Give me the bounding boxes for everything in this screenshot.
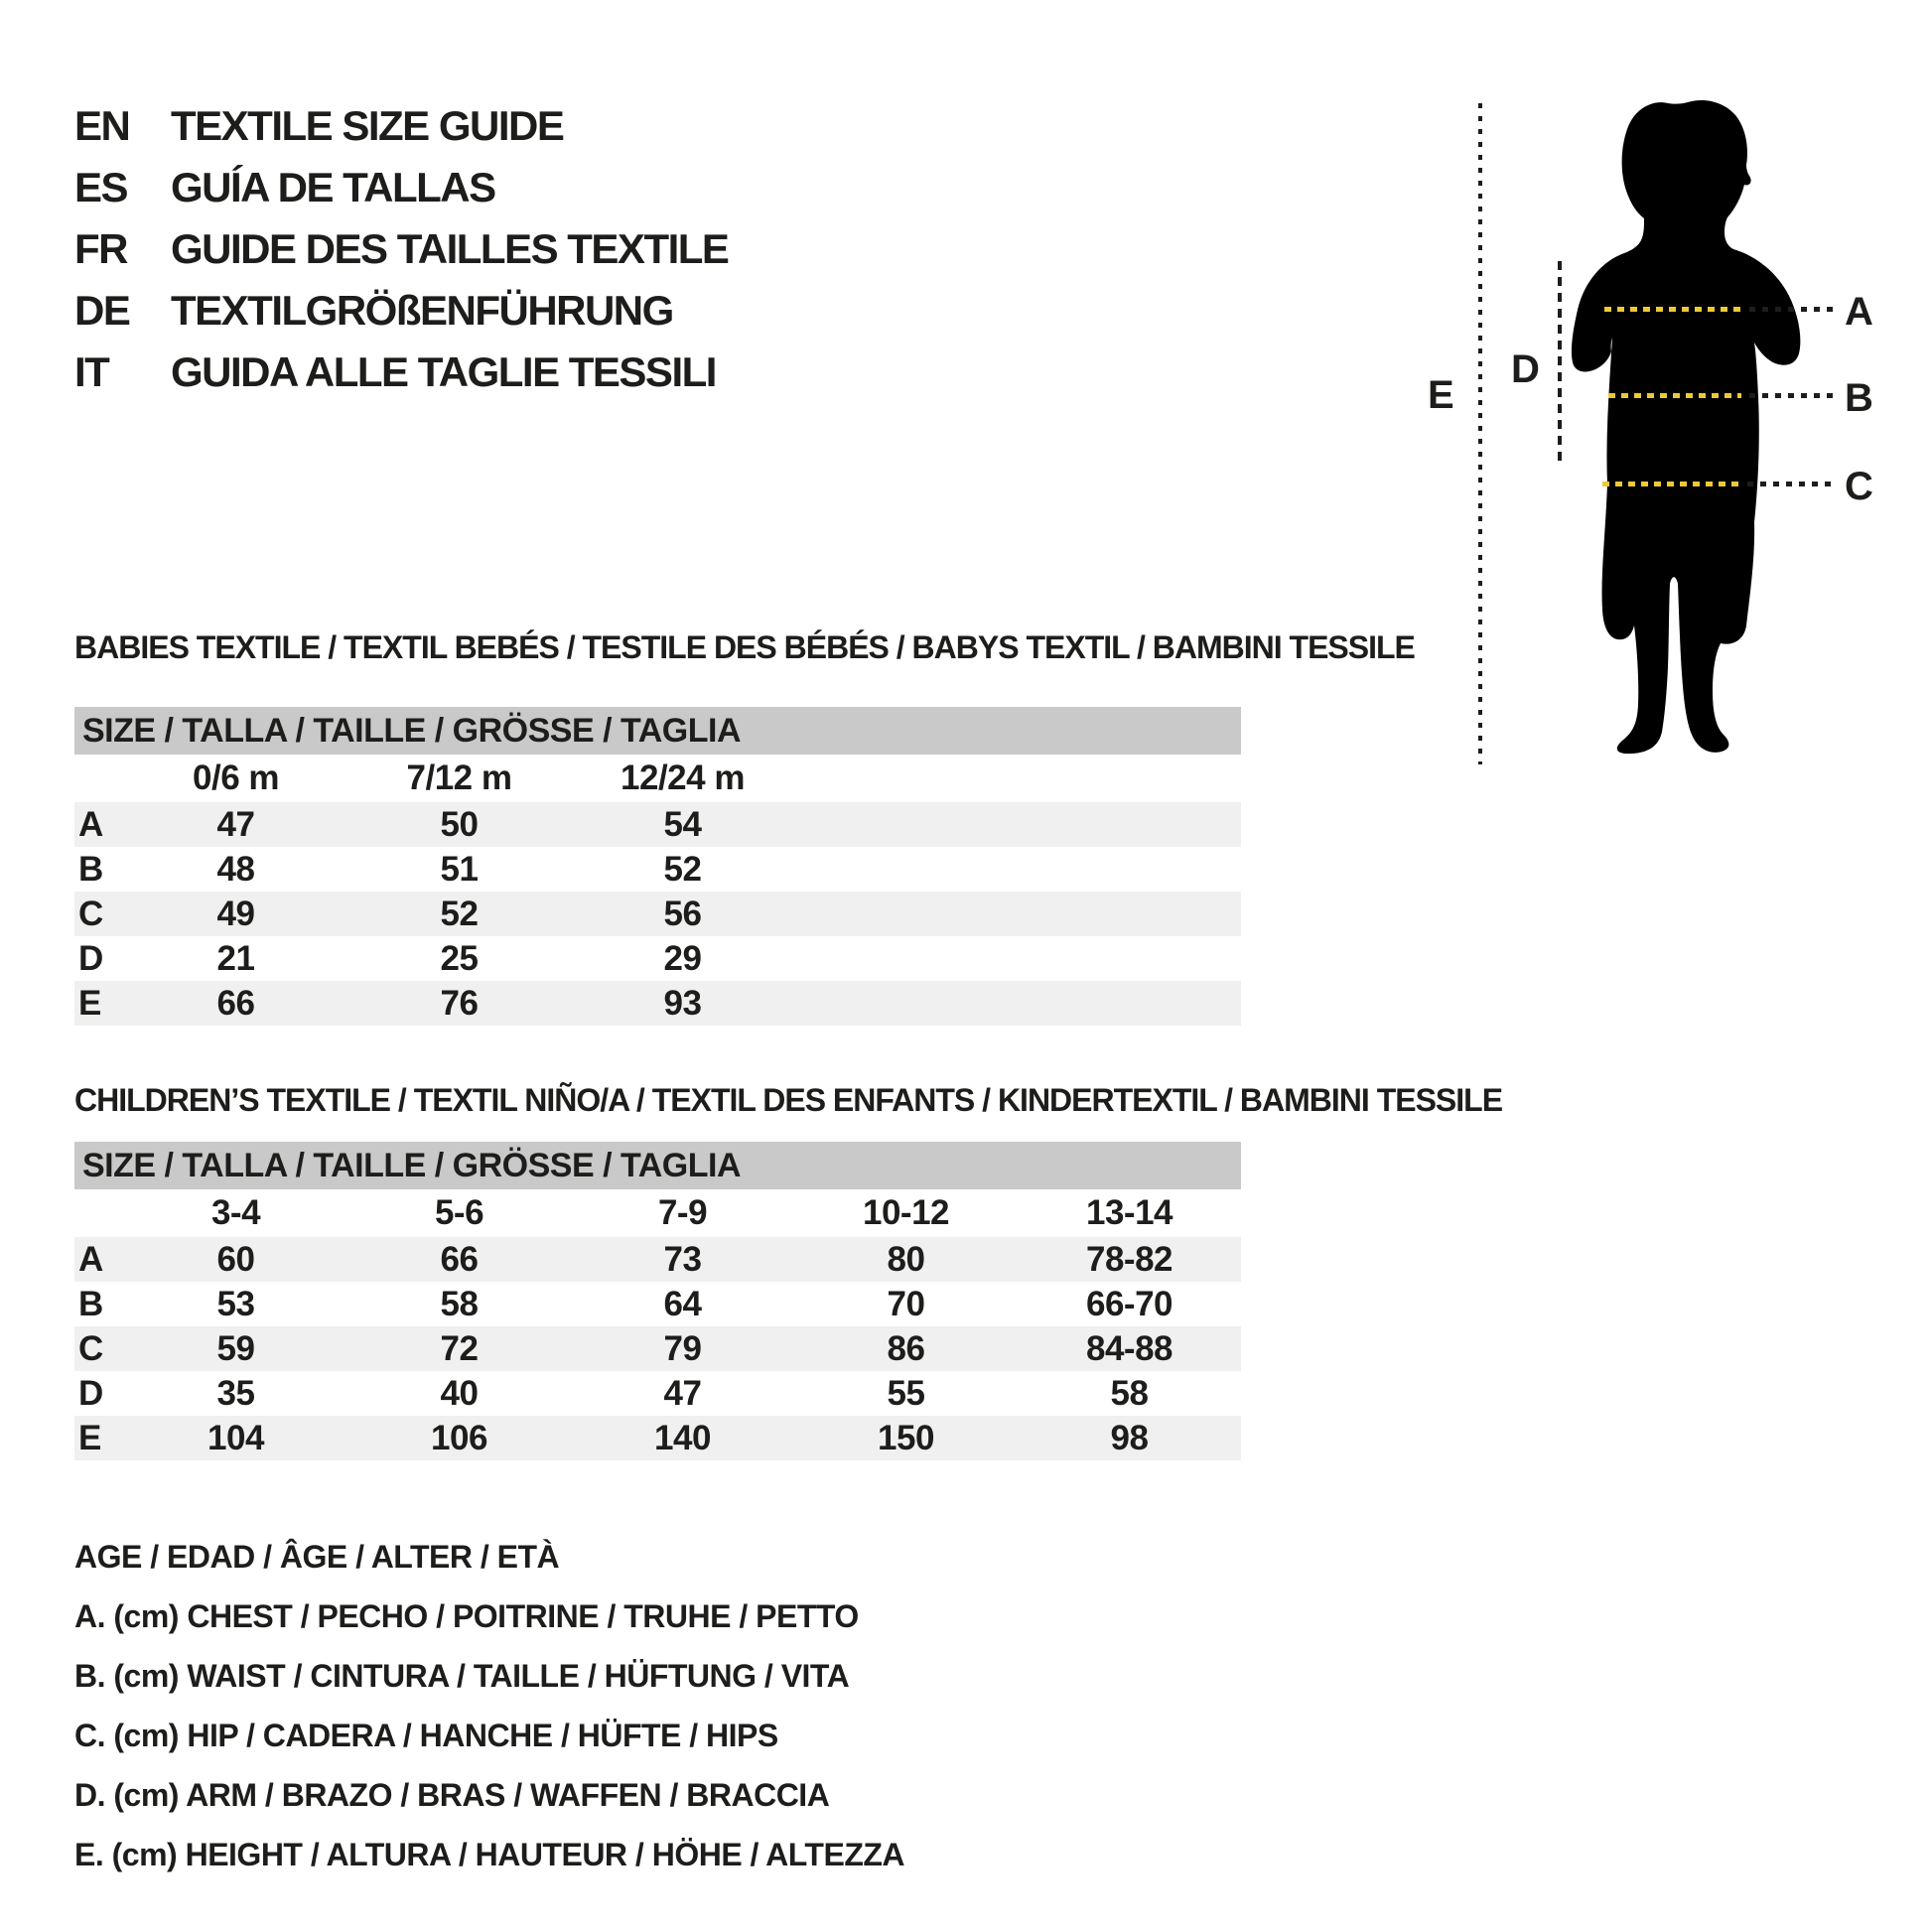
table-cell: 76 bbox=[440, 983, 479, 1023]
table-cell: 140 bbox=[654, 1418, 711, 1457]
babies-age-header-row bbox=[74, 755, 1241, 802]
table-cell: 72 bbox=[440, 1328, 479, 1368]
row-label: D bbox=[78, 938, 103, 978]
row-label: B bbox=[78, 1284, 103, 1323]
children-section-title: CHILDREN’S TEXTILE / TEXTIL NIÑO/A / TEXTIL DES ENFANTS / KINDERTEXTIL / BAMBINI TESSILE bbox=[74, 1082, 1503, 1118]
table-cell: 49 bbox=[216, 894, 255, 933]
language-code: FR bbox=[74, 225, 127, 272]
table-row bbox=[74, 981, 1241, 1026]
table-cell: 53 bbox=[216, 1284, 255, 1323]
hip-measure-extension-c bbox=[1747, 482, 1833, 486]
table-cell: 98 bbox=[1110, 1418, 1149, 1457]
table-row bbox=[74, 1371, 1241, 1416]
table-row bbox=[74, 1326, 1241, 1371]
table-cell: 86 bbox=[887, 1328, 925, 1368]
waist-measure-extension-b bbox=[1749, 393, 1833, 398]
table-cell: 29 bbox=[663, 938, 702, 978]
legend-item-arm: D. (cm) ARM / BRAZO / BRAS / WAFFEN / BRACCIA bbox=[74, 1777, 830, 1813]
legend-item-chest: A. (cm) CHEST / PECHO / POITRINE / TRUHE / PETTO bbox=[74, 1598, 859, 1634]
legend-item-height: E. (cm) HEIGHT / ALTURA / HAUTEUR / HÖHE / ALTEZZA bbox=[74, 1837, 905, 1872]
age-column-header: 13-14 bbox=[1085, 1193, 1173, 1232]
language-title: GUÍA DE TALLAS bbox=[171, 164, 495, 210]
table-cell: 93 bbox=[663, 983, 702, 1023]
legend-item-hip: C. (cm) HIP / CADERA / HANCHE / HÜFTE / HIPS bbox=[74, 1718, 778, 1753]
table-cell: 104 bbox=[207, 1418, 264, 1457]
language-code: ES bbox=[74, 164, 128, 210]
table-row bbox=[74, 1237, 1241, 1282]
table-cell: 50 bbox=[440, 804, 479, 844]
table-cell: 66 bbox=[440, 1239, 479, 1279]
height-measure-line-e bbox=[1478, 103, 1482, 764]
children-size-table bbox=[74, 1189, 1241, 1460]
table-cell: 52 bbox=[663, 849, 702, 889]
row-label: A bbox=[78, 1239, 103, 1279]
table-cell: 80 bbox=[887, 1239, 925, 1279]
table-cell: 25 bbox=[440, 938, 479, 978]
row-label: C bbox=[78, 894, 103, 933]
table-cell: 21 bbox=[216, 938, 255, 978]
table-cell: 150 bbox=[878, 1418, 934, 1457]
language-code: IT bbox=[74, 348, 109, 395]
table-row bbox=[74, 802, 1241, 847]
table-cell: 52 bbox=[440, 894, 479, 933]
language-row bbox=[74, 280, 728, 342]
table-cell: 84-88 bbox=[1085, 1328, 1173, 1368]
row-label: B bbox=[78, 849, 103, 889]
age-column-header: 7/12 m bbox=[406, 759, 512, 797]
row-label: C bbox=[78, 1328, 103, 1368]
table-cell: 54 bbox=[663, 804, 702, 844]
language-title: GUIDA ALLE TAGLIE TESSILI bbox=[171, 348, 716, 395]
language-code: DE bbox=[74, 287, 130, 334]
language-title: TEXTILGRÖßENFÜHRUNG bbox=[171, 287, 673, 334]
age-column-header: 12/24 m bbox=[621, 759, 745, 797]
row-label: A bbox=[78, 804, 103, 844]
table-cell: 47 bbox=[216, 804, 255, 844]
arm-measure-line-d bbox=[1558, 261, 1562, 468]
table-cell: 59 bbox=[216, 1328, 255, 1368]
table-cell: 48 bbox=[216, 849, 255, 889]
age-column-header: 0/6 m bbox=[193, 759, 279, 797]
language-title: TEXTILE SIZE GUIDE bbox=[171, 102, 564, 149]
legend-age-line: AGE / EDAD / ÂGE / ALTER / ETÀ bbox=[74, 1539, 560, 1575]
row-label: E bbox=[78, 983, 101, 1023]
babies-size-table bbox=[74, 755, 1241, 1026]
hip-label-c: C bbox=[1845, 465, 1873, 508]
babies-section-title: BABIES TEXTILE / TEXTIL BEBÉS / TESTILE DES BÉBÉS / BABYS TEXTIL / BAMBINI TESSILE bbox=[74, 629, 1415, 665]
table-cell: 55 bbox=[887, 1373, 925, 1413]
legend-item-waist: B. (cm) WAIST / CINTURA / TAILLE / HÜFTUNG / VITA bbox=[74, 1658, 850, 1694]
child-silhouette bbox=[1565, 97, 1807, 755]
table-row bbox=[74, 936, 1241, 981]
table-cell: 56 bbox=[663, 894, 702, 933]
table-cell: 40 bbox=[440, 1373, 479, 1413]
children-age-header-row bbox=[74, 1189, 1241, 1237]
language-code: EN bbox=[74, 102, 130, 149]
table-row bbox=[74, 1282, 1241, 1326]
table-cell: 106 bbox=[431, 1418, 487, 1457]
language-row bbox=[74, 95, 728, 157]
babies-size-header-bar: SIZE / TALLA / TAILLE / GRÖSSE / TAGLIA bbox=[74, 707, 1241, 755]
table-cell: 78-82 bbox=[1085, 1239, 1173, 1279]
language-row bbox=[74, 342, 728, 403]
age-column-header: 5-6 bbox=[434, 1193, 484, 1232]
language-title: GUIDE DES TAILLES TEXTILE bbox=[171, 225, 729, 272]
table-cell: 79 bbox=[663, 1328, 702, 1368]
measurement-legend bbox=[74, 1527, 904, 1884]
waist-measure-line-b bbox=[1608, 393, 1741, 398]
age-column-header: 3-4 bbox=[210, 1193, 261, 1232]
waist-label-b: B bbox=[1845, 376, 1873, 420]
arm-label-d: D bbox=[1511, 347, 1540, 391]
height-label-e: E bbox=[1428, 373, 1454, 417]
table-cell: 51 bbox=[440, 849, 479, 889]
language-row bbox=[74, 157, 728, 218]
table-cell: 64 bbox=[663, 1284, 702, 1323]
table-row bbox=[74, 847, 1241, 892]
table-cell: 58 bbox=[1110, 1373, 1149, 1413]
language-list bbox=[74, 95, 728, 403]
table-cell: 70 bbox=[887, 1284, 925, 1323]
table-cell: 66 bbox=[216, 983, 255, 1023]
chest-label-a: A bbox=[1845, 290, 1873, 334]
table-cell: 58 bbox=[440, 1284, 479, 1323]
children-size-header-bar: SIZE / TALLA / TAILLE / GRÖSSE / TAGLIA bbox=[74, 1142, 1241, 1189]
chest-measure-line-a bbox=[1604, 307, 1743, 312]
row-label: D bbox=[78, 1373, 103, 1413]
table-row bbox=[74, 1416, 1241, 1460]
table-cell: 35 bbox=[216, 1373, 255, 1413]
row-label: E bbox=[78, 1418, 101, 1457]
age-column-header: 10-12 bbox=[862, 1193, 950, 1232]
age-column-header: 7-9 bbox=[657, 1193, 708, 1232]
table-cell: 47 bbox=[663, 1373, 702, 1413]
table-row bbox=[74, 892, 1241, 936]
language-row bbox=[74, 218, 728, 280]
table-cell: 66-70 bbox=[1085, 1284, 1173, 1323]
hip-measure-line-c bbox=[1602, 482, 1741, 486]
table-cell: 60 bbox=[216, 1239, 255, 1279]
chest-measure-extension-a bbox=[1749, 307, 1833, 312]
table-cell: 73 bbox=[663, 1239, 702, 1279]
